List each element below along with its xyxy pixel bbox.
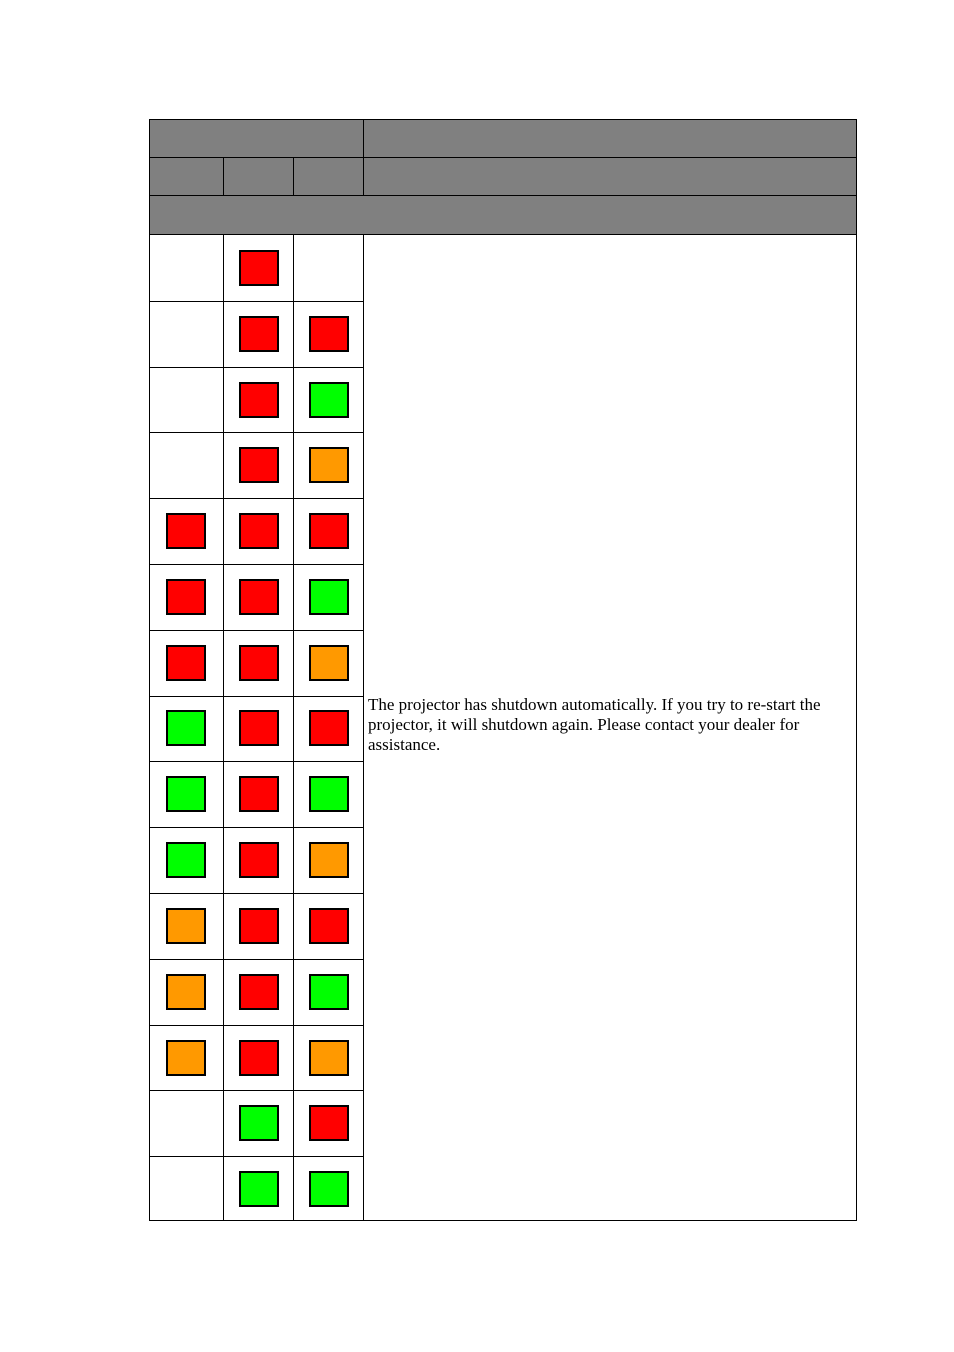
led-indicator-red [309,1105,349,1141]
led-indicator-red [166,513,206,549]
led-indicator-green [309,382,349,418]
led-indicator-green [166,842,206,878]
led-indicator-red [239,382,279,418]
led-indicator-red [309,513,349,549]
led-indicator-red [239,447,279,483]
led-indicator-red [309,316,349,352]
led-indicator-green [166,710,206,746]
led-indicator-red [239,513,279,549]
row-divider [149,564,363,565]
row-divider [149,1156,363,1157]
led-indicator-red [239,1040,279,1076]
header-cell-description [363,157,857,196]
led-indicator-green [309,974,349,1010]
led-indicator-red [239,842,279,878]
row-divider [149,301,363,302]
column-divider [223,235,224,1221]
led-indicator-red [166,645,206,681]
header-cell-status [363,119,857,158]
row-divider [149,1025,363,1026]
led-indicator-green [309,579,349,615]
row-divider [149,893,363,894]
led-indicator-orange [309,447,349,483]
led-indicator-red [239,579,279,615]
row-divider [149,827,363,828]
led-indicator-orange [309,1040,349,1076]
row-divider [149,761,363,762]
led-indicator-green [239,1105,279,1141]
header-cell-light-3 [293,157,364,196]
row-divider [149,367,363,368]
led-indicator-red [239,250,279,286]
error-description: The projector has shutdown automatically. If you try to re-start the projector, it will shutdown again. Please contact your dealer for assistance. [368,695,821,754]
led-indicator-green [239,1171,279,1207]
led-indicator-red [309,908,349,944]
row-divider [149,630,363,631]
section-header-row [149,195,857,235]
led-indicator-orange [166,908,206,944]
led-indicator-red [239,974,279,1010]
led-indicator-red [239,645,279,681]
row-divider [149,1090,363,1091]
led-indicator-green [166,776,206,812]
led-indicator-red [309,710,349,746]
led-indicator-orange [309,645,349,681]
led-indicator-red [239,316,279,352]
row-divider [149,498,363,499]
led-indicator-green [309,1171,349,1207]
led-indicator-orange [166,974,206,1010]
led-indicator-red [239,908,279,944]
row-divider [149,696,363,697]
led-indicator-red [239,776,279,812]
row-divider [149,959,363,960]
header-cell-light-group [149,119,364,158]
row-divider [149,432,363,433]
led-indicator-orange [309,842,349,878]
column-divider [293,235,294,1221]
header-cell-light-1 [149,157,224,196]
led-indicator-green [309,776,349,812]
column-divider [363,235,364,1221]
led-indicator-red [239,710,279,746]
led-indicator-orange [166,1040,206,1076]
header-cell-light-2 [223,157,294,196]
led-indicator-red [166,579,206,615]
